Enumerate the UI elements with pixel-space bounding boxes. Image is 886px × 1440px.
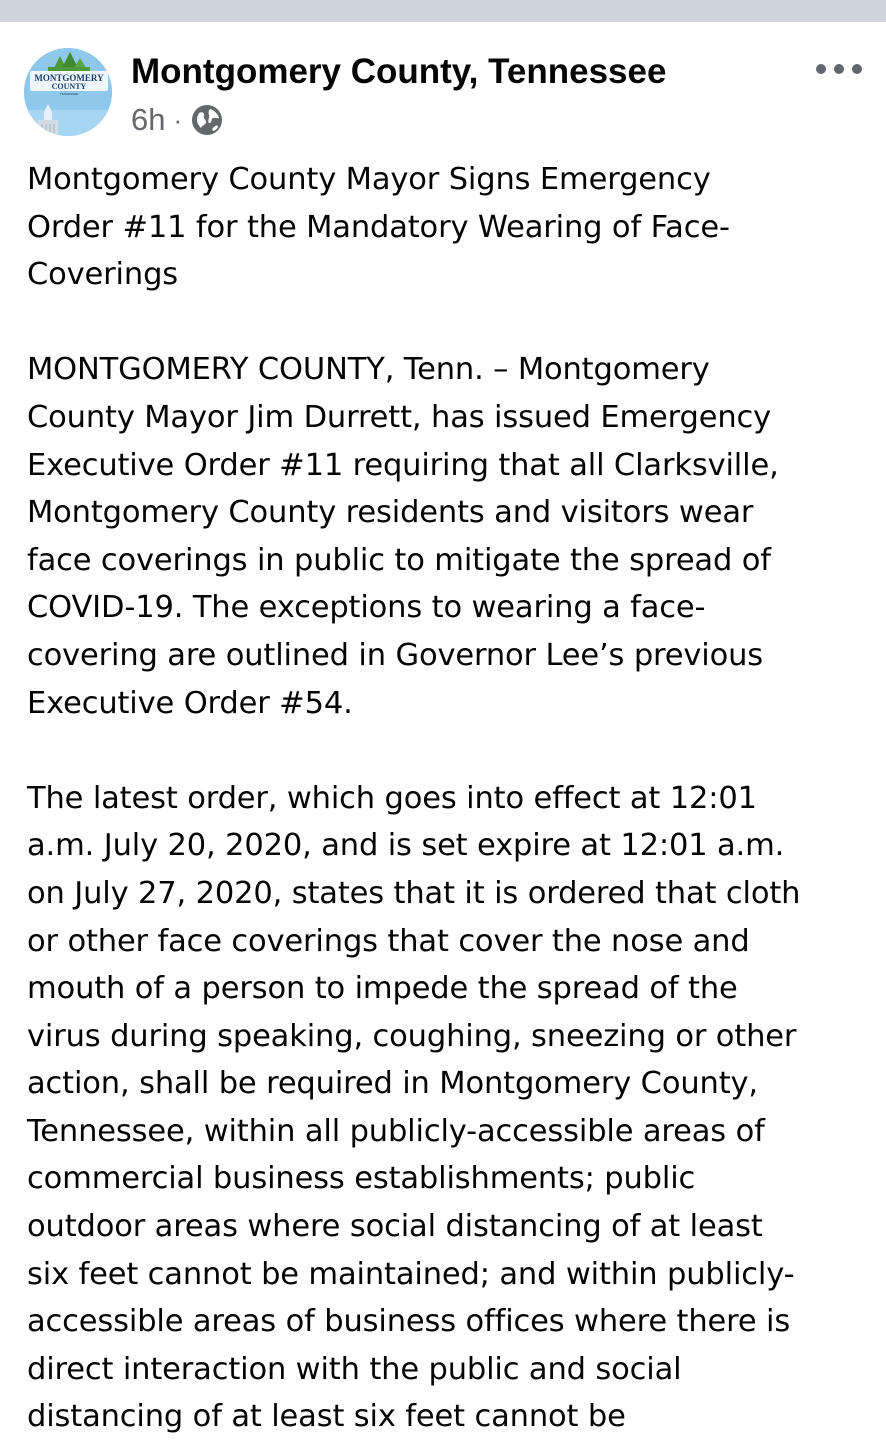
paragraph-line: The latest order, which goes into effect at 12:01 — [27, 780, 757, 816]
paragraph-line: accessible areas of business offices where there is — [27, 1304, 791, 1340]
avatar[interactable] — [24, 48, 112, 136]
post-title-line: Montgomery County Mayor Signs Emergency — [27, 162, 711, 197]
paragraph-line: virus during speaking, coughing, sneezing or other — [27, 1018, 797, 1054]
more-dot — [816, 64, 826, 74]
more-dot — [852, 64, 862, 74]
paragraph-line: on July 27, 2020, states that it is ordered that cloth — [27, 875, 801, 911]
post-timestamp[interactable]: 6h — [131, 102, 166, 137]
top-divider-bar — [0, 0, 886, 22]
post-title-line: Order #11 for the Mandatory Wearing of Face- — [27, 209, 730, 245]
post-meta-row — [131, 100, 224, 140]
paragraph-line: a.m. July 20, 2020, and is set expire at 12:01 a.m. — [27, 828, 785, 864]
paragraph-line: face coverings in public to mitigate the spread of — [27, 542, 771, 578]
paragraph-line: Montgomery County residents and visitors wear — [27, 495, 754, 531]
paragraph-line: six feet cannot be maintained; and within publicly- — [27, 1256, 795, 1292]
paragraph-line: covering are outlined in Governor Lee’s previous — [27, 637, 764, 673]
paragraph-line: distancing of at least six feet cannot be — [27, 1399, 626, 1435]
post-paragraph-2 — [27, 775, 872, 1440]
paragraph-line: action, shall be required in Montgomery County, — [27, 1066, 758, 1102]
paragraph-line: mouth of a person to impede the spread of the — [27, 971, 738, 1007]
paragraph-line: or other face coverings that cover the nose and — [27, 923, 750, 959]
paragraph-line: Executive Order #54. — [27, 685, 353, 721]
page-name-link[interactable]: Montgomery County, Tennessee — [131, 52, 667, 91]
more-options-icon[interactable] — [816, 58, 862, 80]
more-dot — [834, 64, 844, 74]
paragraph-line: County Mayor Jim Durrett, has issued Emergency — [27, 399, 772, 435]
post-header — [24, 48, 862, 138]
avatar-logo-text-1: MONTGOMERY — [34, 73, 104, 83]
paragraph-line: Tennessee, within all publicly-accessible areas of — [27, 1113, 765, 1149]
globe-icon[interactable] — [190, 103, 224, 137]
paragraph-line: Executive Order #11 requiring that all Clarksville, — [27, 447, 779, 483]
paragraph-line: MONTGOMERY COUNTY, Tenn. – Montgomery — [27, 352, 710, 388]
post-title — [27, 156, 872, 299]
paragraph-line: commercial business establishments; public — [27, 1161, 696, 1197]
post-title-line: Coverings — [27, 257, 179, 293]
paragraph-line: direct interaction with the public and social — [27, 1351, 682, 1387]
avatar-logo-text-3: TENNESSEE — [59, 92, 79, 96]
county-logo-icon — [24, 48, 112, 136]
paragraph-line: outdoor areas where social distancing of at least — [27, 1209, 763, 1245]
paragraph-line: COVID-19. The exceptions to wearing a face- — [27, 590, 706, 626]
meta-separator: · — [173, 104, 183, 135]
post-body — [27, 156, 872, 1440]
post-paragraph-1 — [27, 346, 872, 727]
avatar-logo-text-2: COUNTY — [51, 82, 87, 91]
